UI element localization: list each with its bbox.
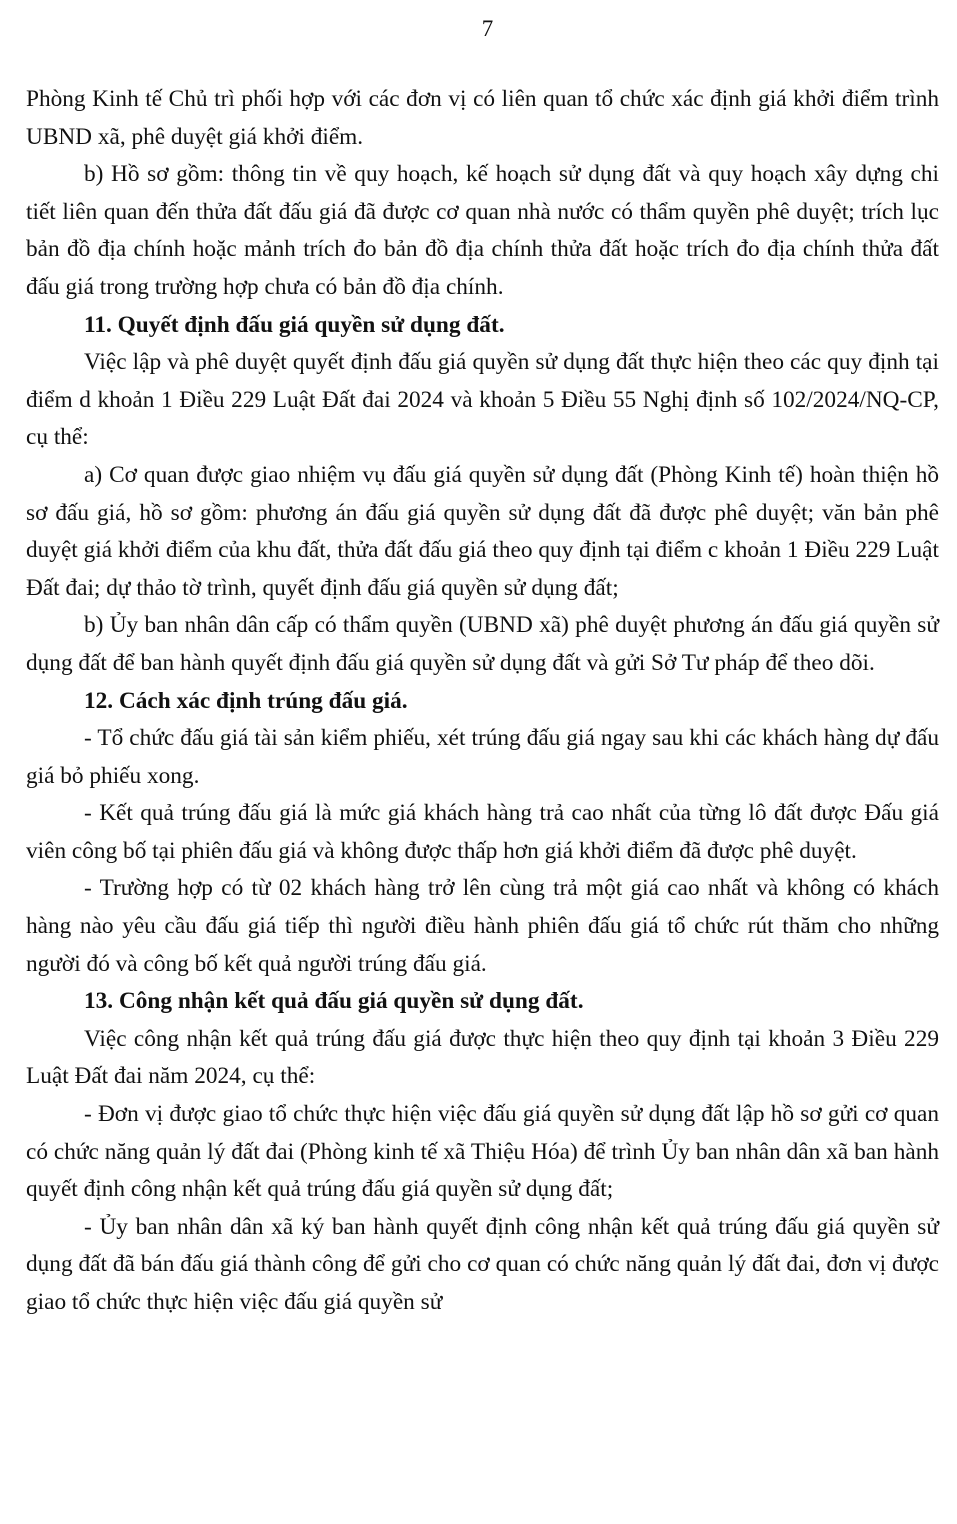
paragraph-kiem-phieu: - Tổ chức đấu giá tài sản kiểm phiếu, xét trúng đấu giá ngay sau khi các khách hàng dự đấu giá bỏ phiếu xong. (26, 725, 939, 789)
paragraph-phong-kinh-te: Phòng Kinh tế Chủ trì phối hợp với các đơn vị có liên quan tổ chức xác định giá khởi điểm trình UBND xã, phê duyệt giá khởi điểm. (26, 86, 939, 150)
paragraph-lap-phe-duyet: Việc lập và phê duyệt quyết định đấu giá quyền sử dụng đất thực hiện theo các quy định tại điểm d khoản 1 Điều 229 Luật Đất đai 2024 và khoản 5 Điều 55 Nghị định số 102/2024/NQ-CP, cụ thể: (26, 349, 939, 451)
paragraph-ket-qua-trung: - Kết quả trúng đấu giá là mức giá khách hàng trả cao nhất của từng lô đất được Đấu giá viên công bố tại phiên đấu giá và không được thấp hơn giá khởi điểm đã được phê duyệt. (26, 800, 939, 864)
page-number: 7 (481, 16, 494, 41)
paragraph-ho-so-gom: b) Hồ sơ gồm: thông tin về quy hoạch, kế hoạch sử dụng đất và quy hoạch xây dựng chi tiết liên quan đến thửa đất đấu giá đã được cơ quan nhà nước có thẩm quyền phê duyệt; trích lục bản đồ địa chính hoặc mảnh trích đo bản đồ địa chính thửa đất hoặc trích đo địa chính thửa đất đấu giá trong trường hợp chưa có bản đồ địa chính. (26, 161, 939, 300)
paragraph-item-b: b) Ủy ban nhân dân cấp có thẩm quyền (UBND xã) phê duyệt phương án đấu giá quyền sử dụng đất để ban hành quyết định đấu giá quyền sử dụng đất và gửi Sở Tư pháp để theo dõi. (26, 612, 939, 676)
paragraph-rut-tham: - Trường hợp có từ 02 khách hàng trở lên cùng trả một giá cao nhất và không có khách hàng nào yêu cầu đấu giá tiếp thì người điều hành phiên đấu giá tổ chức rút thăm cho những người đó và công bố kết quả người trúng đấu giá. (26, 875, 939, 977)
heading-section-11: 11. Quyết định đấu giá quyền sử dụng đất. (84, 311, 505, 338)
paragraph-item-a: a) Cơ quan được giao nhiệm vụ đấu giá quyền sử dụng đất (Phòng Kinh tế) hoàn thiện hồ sơ đấu giá, hồ sơ gồm: phương án đấu giá quyền sử dụng đất đã được phê duyệt; văn bản phê duyệt giá khởi điểm của khu đất, thửa đất đấu giá theo quy định tại điểm c khoản 1 Điều 229 Luật Đất đai; dự thảo tờ trình, quyết định đấu giá quyền sử dụng đất; (26, 461, 939, 601)
heading-section-13: 13. Công nhận kết quả đấu giá quyền sử dụng đất. (84, 988, 584, 1015)
paragraph-cong-nhan: Việc công nhận kết quả trúng đấu giá được thực hiện theo quy định tại khoản 3 Điều 229 Luật Đất đai năm 2024, cụ thể: (26, 1025, 939, 1090)
paragraph-ky-ban-hanh: - Ủy ban nhân dân xã ký ban hành quyết định công nhận kết quả trúng đấu giá quyền sử dụng đất đã bán đấu giá thành công để gửi cho cơ quan có chức năng quản lý đất đai, đơn vị được giao tổ chức thực hiện việc đấu giá quyền sử (26, 1213, 939, 1315)
paragraph-lap-ho-so: - Đơn vị được giao tổ chức thực hiện việc đấu giá quyền sử dụng đất lập hồ sơ gửi cơ quan có chức năng quản lý đất đai (Phòng kinh tế xã Thiệu Hóa) để trình Ủy ban nhân dân xã ban hành quyết định công nhận kết quả trúng đấu giá quyền sử dụng đất; (26, 1101, 939, 1203)
heading-section-12: 12. Cách xác định trúng đấu giá. (84, 687, 408, 714)
